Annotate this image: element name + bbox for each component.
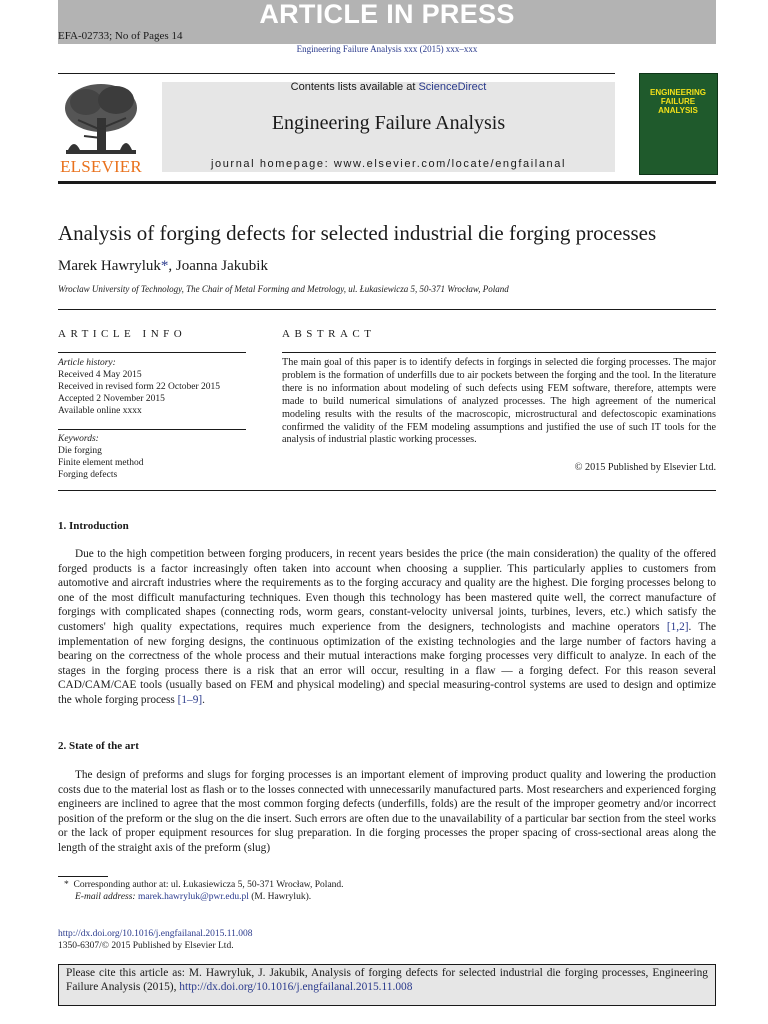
abstract-copyright: © 2015 Published by Elsevier Ltd. (574, 462, 716, 473)
email-label: E-mail address: (75, 892, 138, 902)
issn-copyright: 1350-6307/© 2015 Published by Elsevier Ltd. (58, 941, 234, 951)
sciencedirect-link[interactable]: ScienceDirect (418, 81, 487, 93)
abstract-text: The main goal of this paper is to identify defects in forgings in selected die forging processes. The major problem is the formation of underfills due to air pockets between the forging and the tool. In the literature there is no information about modeling of such defects using FEM software, therefore, attempts were made to build numerical simulations of analyzed processes. The high agreement of the numerical modeling results with the results of the macroscopic, microstructural and defectoscopic examinations confirmed the validity of the FEM modeling assumptions and justified the use of such IT tools for the analysis of industrial plastic working processes. (282, 357, 716, 446)
keywords-list (58, 433, 246, 481)
corresponding-author-mark[interactable]: * (160, 258, 169, 274)
article-history (58, 357, 246, 417)
paper-title: Analysis of forging defects for selected industrial die forging processes (58, 221, 657, 245)
intro-text-part: Due to the high competition between forging producers, in recent years besides the price (the main consideration) the quality of the offered forged products is a factor increasingly often taken into account when choosing a supplier. This particularly applies to customers from automotive and aircraft industries where the requirements as to the forging accuracy and quality are the highest. Die forging processes belong to one of the most difficult manufacturing techniques. Even though this technology has been mastered quite well, the correct manufacture of forgings with complicated shapes (connecting rods, worm gears, constant-velocity universal joints, turbines, levers, etc.) which satisfy the customers' high quality expectations, requires much experience from the designers, technologists and machine operators (58, 548, 716, 633)
keywords-label: Keywords: (58, 434, 99, 444)
masthead-rule (58, 73, 615, 74)
author-affiliation: Wroclaw University of Technology, The Chair of Metal Forming and Metrology, ul. Łukasiewicza 5, 50-371 Wrocław, Poland (58, 284, 509, 294)
elsevier-wordmark: ELSEVIER (60, 157, 142, 176)
journal-reference-link[interactable]: Engineering Failure Analysis xxx (2015) xxx–xxx (296, 44, 478, 54)
email-footnote (75, 892, 311, 902)
cite-this-article-text (66, 966, 708, 995)
history-entry: Available online xxxx (58, 406, 142, 416)
section-heading-introduction: 1. Introduction (58, 520, 129, 532)
author-separator: , (168, 258, 176, 274)
author-list (58, 258, 268, 275)
author-name[interactable]: Joanna Jakubik (175, 258, 268, 274)
manuscript-id: EFA-02733; No of Pages 14 (58, 30, 183, 42)
contents-available-line (162, 81, 615, 93)
contents-prefix: Contents lists available at (290, 81, 419, 93)
info-rule (58, 352, 246, 353)
article-info-heading: ARTICLE INFO (58, 328, 187, 340)
journal-cover-title: ENGINEERING FAILURE ANALYSIS (649, 88, 706, 115)
email-suffix: (M. Hawryluk). (248, 892, 312, 902)
intro-text-part: . The implementation of new forging designs, the continuous optimization of the existing technologies and the large number of factors having a bearing on the correctness of the whole process and their mutual interactions make forging processes very difficult to analyze. In each of the stages in the forging process there is a risk that an error will occur, resulting in a flaw — a forging defect. For this reason several CAD/CAM/CAE tools (usually based on FEM and physical modeling) and special measuring-control systems are used to design and optimize the whole forging process (58, 620, 716, 706)
state-of-art-text (58, 768, 716, 856)
header-rule (58, 309, 716, 310)
history-entry: Received in revised form 22 October 2015 (58, 382, 220, 392)
citation-link[interactable]: [1–9] (177, 693, 203, 706)
citation-link[interactable]: [1,2] (666, 620, 689, 633)
journal-homepage-link[interactable]: journal homepage: www.elsevier.com/locate/engfailanal (210, 158, 567, 170)
abstract-rule (282, 352, 716, 353)
email-link[interactable]: marek.hawryluk@pwr.edu.pl (137, 892, 249, 902)
article-in-press-label: ARTICLE IN PRESS (259, 0, 515, 29)
intro-text-end: . (202, 693, 205, 706)
footnote-mark: * (64, 880, 69, 890)
state-of-art-paragraph: The design of preforms and slugs for forging processes is an important element of improving product quality and lowering the production costs due to the material lost as flash or to the losses connected with unnecessarily manufactured parts. Most researchers and experienced forging engineers are inclined to agree that the most common forging defects (underfills, folds) are the result of the improper geometry and/or incorrect position of the preform or the slug on the die insert. Such errors are often due to the unavailability of a particular bar section from the steel works or the lack of proper equipment resources for slug preparation. In die forging processes the proper spacing of cross-sectional areas along the length of the straight axis of the preform (slug) (58, 769, 716, 854)
cite-text: Please cite this article as: M. Hawryluk, J. Jakubik, Analysis of forging defects for selected industrial die forging processes, Engineering Failure Analysis (2015), (66, 967, 708, 994)
footnote-rule (58, 876, 108, 877)
corresponding-author-footnote (64, 880, 344, 890)
keywords-rule (58, 429, 246, 430)
cite-doi-link[interactable]: http://dx.doi.org/10.1016/j.engfailanal.2015.11.008 (179, 981, 413, 994)
keyword: Forging defects (58, 470, 118, 480)
abstract-heading: ABSTRACT (282, 328, 376, 340)
keyword: Finite element method (58, 458, 144, 468)
history-entry: Accepted 2 November 2015 (58, 394, 165, 404)
history-label: Article history: (58, 358, 116, 368)
history-entry: Received 4 May 2015 (58, 370, 142, 380)
author-name[interactable]: Marek Hawryluk (58, 258, 161, 274)
footnote-text: Corresponding author at: ul. Łukasiewicza 5, 50-371 Wrocław, Poland. (73, 880, 344, 890)
journal-title: Engineering Failure Analysis (271, 112, 506, 134)
abstract-bottom-rule (58, 490, 716, 491)
masthead-thick-rule (58, 181, 716, 184)
doi-link[interactable]: http://dx.doi.org/10.1016/j.engfailanal.2015.11.008 (58, 929, 253, 939)
keyword: Die forging (58, 446, 102, 456)
section-heading-state-of-art: 2. State of the art (58, 740, 139, 752)
introduction-text (58, 547, 716, 708)
